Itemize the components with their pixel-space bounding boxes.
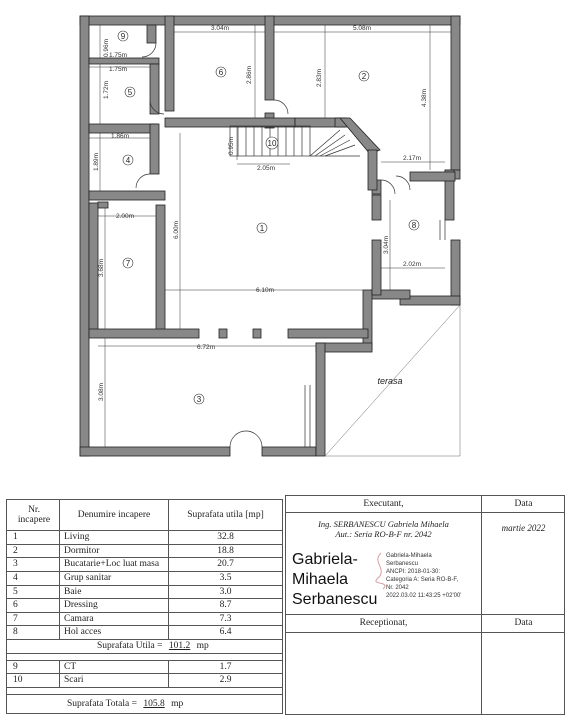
room-marker-6 <box>216 67 226 77</box>
dim-label: 3.04m <box>210 25 230 32</box>
total-area-value: 105.8 <box>143 698 165 709</box>
sig-name-line: Serbanescu <box>292 591 378 608</box>
row-area: 3.0 <box>169 585 283 599</box>
rooms-table <box>6 499 283 714</box>
room-marker-2 <box>359 71 369 81</box>
sig-detail-line: ANCPI: 2018-01-30: <box>386 569 441 575</box>
dim-label: 6.10m <box>255 287 275 294</box>
useful-area-cell <box>7 640 283 654</box>
row-area: 20.7 <box>169 558 283 572</box>
row-name: CT <box>60 660 169 674</box>
sig-name-line: Mihaela <box>292 571 349 588</box>
room-number: 2 <box>361 72 367 81</box>
dim-label: 1.75m <box>108 52 128 59</box>
room-number: 3 <box>196 395 202 404</box>
row-name: Scari <box>60 674 169 688</box>
room-number: 10 <box>267 139 277 148</box>
dim-label: 6.72m <box>196 344 216 351</box>
engineer-info <box>286 519 481 539</box>
engineer-name: Ing. SERBANESCU Gabriela Mihaela <box>318 519 449 529</box>
dim-label: 2.83m <box>316 68 323 88</box>
room-number: 4 <box>125 156 131 165</box>
row-area: 8.7 <box>169 599 283 613</box>
room-marker-8 <box>409 220 419 230</box>
sig-name-line: Gabriela- <box>292 551 358 568</box>
digital-signature-name <box>292 550 387 610</box>
row-nr: 1 <box>7 531 60 545</box>
row-nr: 10 <box>7 674 60 688</box>
total-area-row <box>7 695 283 714</box>
table-header-row <box>7 500 283 531</box>
document-date: martie 2022 <box>501 523 546 533</box>
dim-label: 1.72m <box>103 80 110 100</box>
engineer-authorization: Aut.: Seria RO-B-F nr. 2042 <box>335 529 432 539</box>
date-header: Data <box>514 499 533 509</box>
table-row <box>7 660 283 674</box>
header-name: Denumire incapere <box>60 500 169 531</box>
row-area: 3.5 <box>169 571 283 585</box>
room-marker-3 <box>194 394 204 404</box>
spacer-row <box>7 653 283 660</box>
useful-area-row <box>7 640 283 654</box>
row-name: Dormitor <box>60 544 169 558</box>
row-name: Baie <box>60 585 169 599</box>
dim-label: 1.75m <box>108 66 128 73</box>
executant-header: Executant, <box>363 499 404 509</box>
dim-label: 6.00m <box>173 220 180 240</box>
row-area: 6.4 <box>169 626 283 640</box>
row-name: Grup sanitar <box>60 571 169 585</box>
room-number: 8 <box>411 221 417 230</box>
table-row <box>7 674 283 688</box>
table-row <box>7 571 283 585</box>
row-nr: 4 <box>7 571 60 585</box>
table-row <box>7 626 283 640</box>
room-number: 7 <box>125 259 131 268</box>
section-divider <box>286 614 564 615</box>
row-name: Bucatarie+Loc luat masa <box>60 558 169 572</box>
room-number: 5 <box>127 88 133 97</box>
dim-label: 2.17m <box>402 155 422 162</box>
room-marker-9 <box>118 31 128 41</box>
sig-detail-line: Categoria A: Seria RO-B-F, <box>386 577 459 583</box>
dim-label: 3.08m <box>98 382 105 402</box>
stairs <box>230 126 360 156</box>
date-header-2: Data <box>514 618 533 628</box>
receptionat-header: Receptionat, <box>359 618 408 628</box>
row-nr: 5 <box>7 585 60 599</box>
row-area: 7.3 <box>169 612 283 626</box>
room-marker-10 <box>266 137 278 149</box>
row-nr: 9 <box>7 660 60 674</box>
row-area: 1.7 <box>169 660 283 674</box>
doors <box>136 43 445 447</box>
table-row <box>7 612 283 626</box>
dim-label: 0.96m <box>103 38 110 58</box>
dim-label: 2.05m <box>256 165 276 172</box>
row-name: Camara <box>60 612 169 626</box>
header-nr: Nr. incapere <box>7 500 60 531</box>
row-name: Hol acces <box>60 626 169 640</box>
total-area-cell <box>7 695 283 714</box>
room-marker-4 <box>123 155 133 165</box>
digital-signature-details <box>386 552 481 600</box>
dim-label: 2.00m <box>115 213 135 220</box>
dim-label: 0.95m <box>228 136 235 156</box>
table-row <box>7 531 283 545</box>
row-nr: 6 <box>7 599 60 613</box>
table-row <box>7 544 283 558</box>
row-area: 2.9 <box>169 674 283 688</box>
row-nr: 3 <box>7 558 60 572</box>
row-nr: 8 <box>7 626 60 640</box>
dim-label: 2.86m <box>246 65 253 85</box>
sig-detail-line: Gabriela-Mihaela <box>386 553 432 559</box>
useful-area-label: Suprafata Utila = <box>97 641 163 652</box>
row-nr: 7 <box>7 612 60 626</box>
total-area-unit: mp <box>171 698 184 709</box>
sig-detail-line: Serbanescu <box>386 561 419 567</box>
dim-label: 1.89m <box>93 152 100 172</box>
total-area-label: Suprafata Totala = <box>67 698 137 709</box>
header-area: Suprafata utila [mp] <box>169 500 283 531</box>
useful-area-unit: mp <box>196 641 209 652</box>
room-marker-7 <box>123 258 133 268</box>
sig-detail-line: 2022.03.02 11:43:25 +02'00' <box>386 593 462 599</box>
table-row <box>7 558 283 572</box>
row-name: Dressing <box>60 599 169 613</box>
useful-area-value: 101.2 <box>168 641 191 652</box>
header-divider <box>286 512 564 513</box>
dim-label: 3.68m <box>98 258 105 278</box>
walls <box>80 16 460 456</box>
terrace-label: terasa <box>377 376 403 386</box>
room-marker-5 <box>125 87 135 97</box>
row-area: 32.8 <box>169 531 283 545</box>
row-area: 18.8 <box>169 544 283 558</box>
sig-detail-line: Nr. 2042 <box>386 585 409 591</box>
dim-label: 3.04m <box>383 235 390 255</box>
spacer-row <box>7 688 283 695</box>
header-divider-2 <box>286 632 564 633</box>
dim-label: 5.08m <box>352 25 372 32</box>
dim-label: 4.38m <box>421 88 428 108</box>
dim-label: 2.02m <box>402 261 422 268</box>
room-number: 1 <box>259 224 265 233</box>
dim-label: 1.86m <box>110 133 130 140</box>
row-nr: 2 <box>7 544 60 558</box>
title-block <box>285 495 565 715</box>
room-number: 6 <box>218 68 224 77</box>
room-marker-1 <box>257 223 267 233</box>
table-row <box>7 585 283 599</box>
row-name: Living <box>60 531 169 545</box>
table-row <box>7 599 283 613</box>
room-number: 9 <box>120 32 126 41</box>
